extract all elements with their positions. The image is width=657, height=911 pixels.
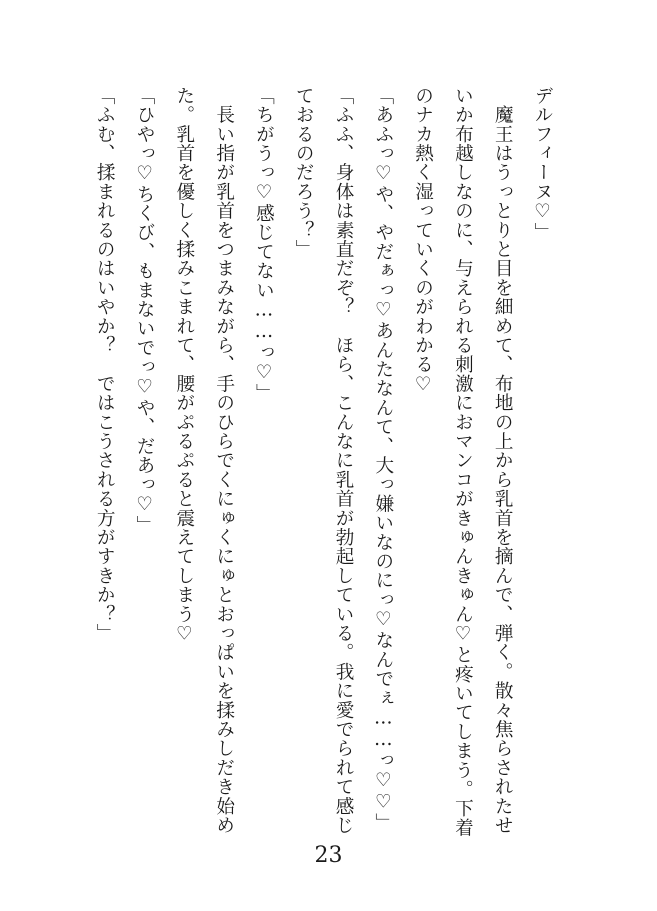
text-line: 魔王はうっとりと目を細めて、布地の上から乳首を摘んで、弾く。散々焦らされたせ <box>492 86 514 835</box>
text-line: 「ひやっ♡ちくび、もまないでっ♡や、だあっ♡」 <box>134 86 156 535</box>
text-line: 「あふっ♡や、やだぁっ♡あんたなんて、大っ嫌いなのにっ♡なんでぇ……っ♡♡」 <box>372 86 394 833</box>
text-line: ておるのだろう？」 <box>293 86 315 259</box>
text-line: 「ふむ、揉まれるのはいやか？ ではこうされる方がすきか？」 <box>94 86 116 643</box>
text-line: 「ふふ、身体は素直だぞ？ ほら、こんなに乳首が勃起している。我に愛でられて感じ <box>333 86 355 835</box>
text-line: いか布越しなのに、与えられる刺激におマンコがきゅんきゅん♡と疼いてしまう。下着 <box>452 86 474 838</box>
text-line: た。乳首を優しく揉みこまれて、腰がぷるぷると震えてしまう♡ <box>173 86 195 646</box>
text-line: のナカ熱く湿っていくのがわかる♡ <box>412 86 434 396</box>
text-line: 「ちがうっ♡感じてない……っ♡」 <box>253 86 275 403</box>
text-line: 長い指が乳首をつまみながら、手のひらでくにゅくにゅとおっぱいを揉みしだき始め <box>213 86 235 835</box>
vertical-text-body <box>84 86 562 838</box>
page-number: 23 <box>314 843 343 868</box>
text-line: デルフィーヌ♡」 <box>532 86 553 242</box>
